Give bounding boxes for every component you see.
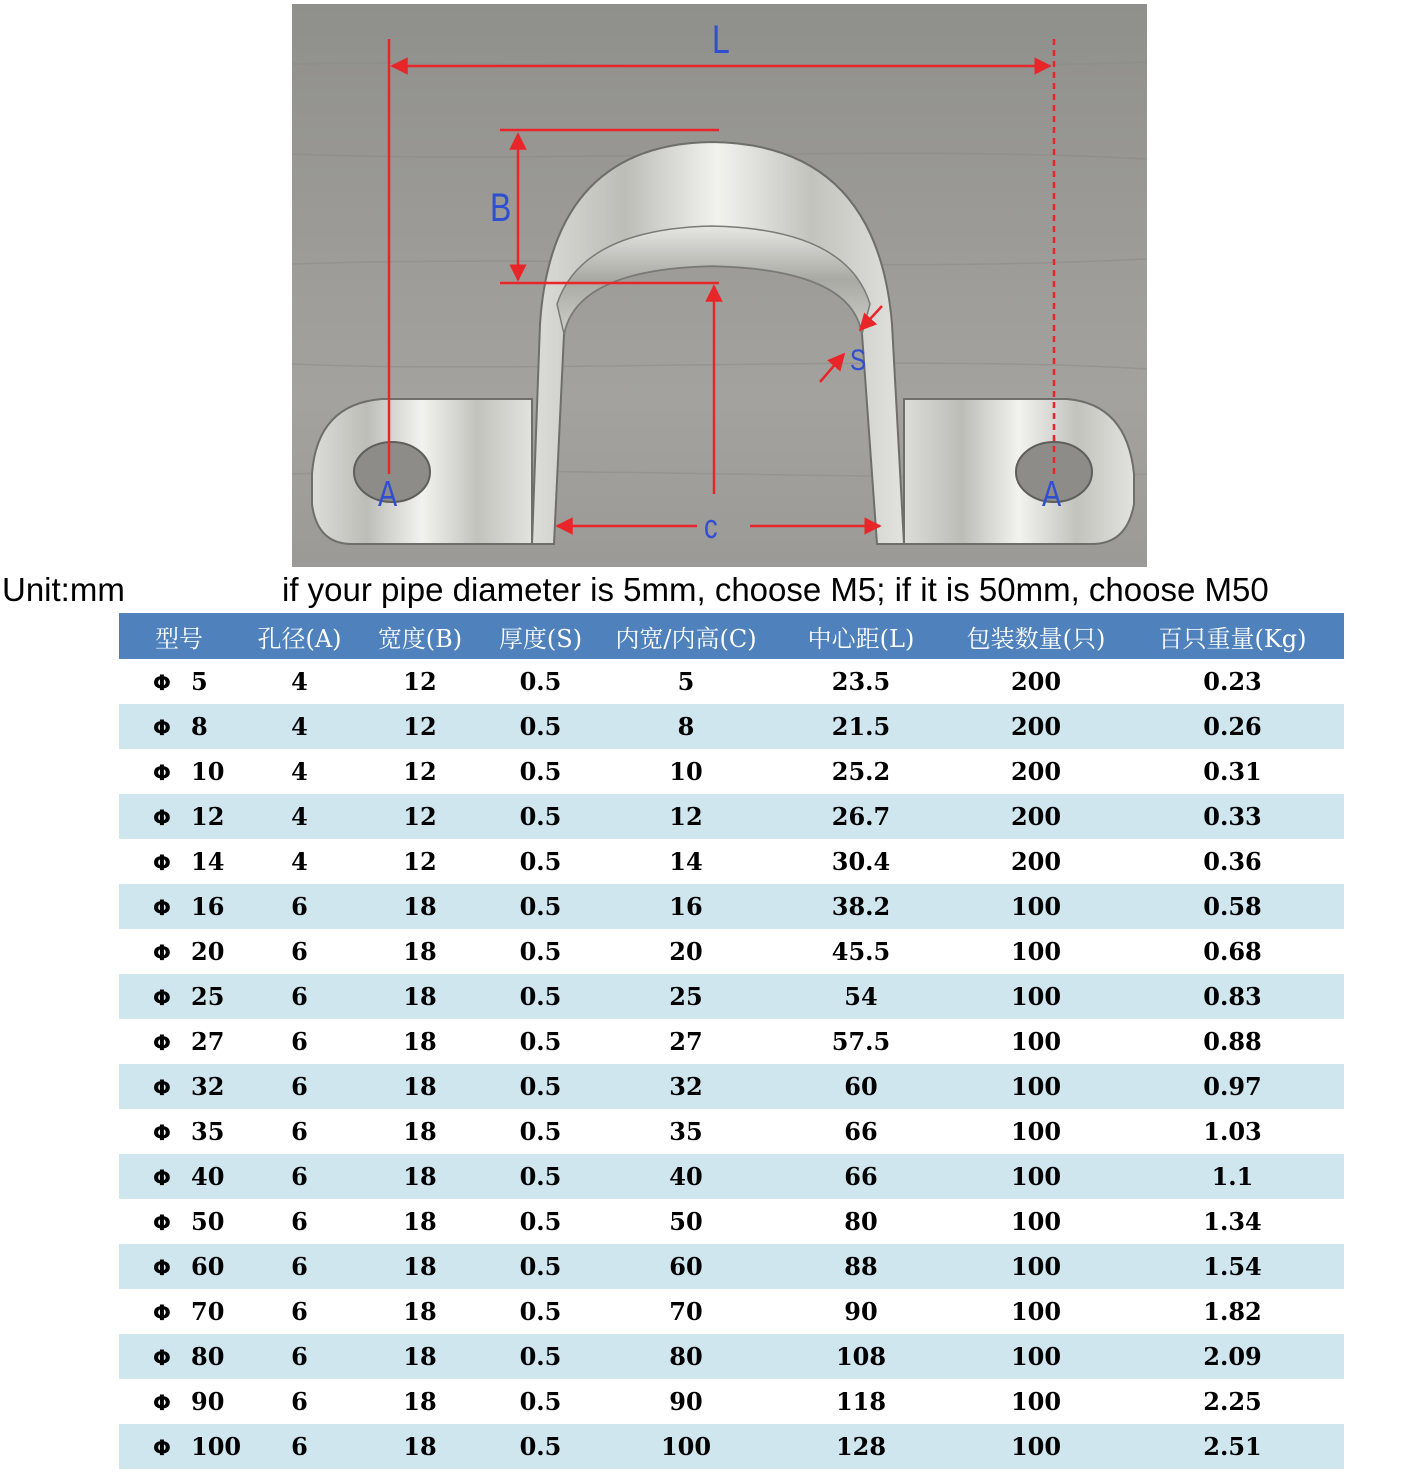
dimension-label-B: B <box>490 186 512 230</box>
cell-inner-width-height: 50 <box>601 1199 771 1244</box>
diameter-symbol: Φ <box>153 1391 171 1415</box>
cell-inner-width-height: 60 <box>601 1244 771 1289</box>
model-size: 50 <box>191 1207 225 1236</box>
cell-width: 18 <box>360 1379 480 1424</box>
cell-width: 12 <box>360 749 480 794</box>
table-row <box>119 1109 1344 1154</box>
model-size: 20 <box>191 937 225 966</box>
cell-package-quantity: 200 <box>951 704 1121 749</box>
diameter-symbol: Φ <box>153 1031 171 1055</box>
cell-inner-width-height: 10 <box>601 749 771 794</box>
cell-thickness: 0.5 <box>480 659 601 704</box>
product-photo <box>292 4 1147 567</box>
header-center-distance: 中心距(L) <box>771 613 951 659</box>
cell-package-quantity: 100 <box>951 1154 1121 1199</box>
table-row <box>119 749 1344 794</box>
cell-center-distance: 128 <box>771 1424 951 1469</box>
cell-width: 18 <box>360 884 480 929</box>
diameter-symbol: Φ <box>153 986 171 1010</box>
cell-inner-width-height: 14 <box>601 839 771 884</box>
cell-package-quantity: 100 <box>951 1064 1121 1109</box>
cell-thickness: 0.5 <box>480 1199 601 1244</box>
model-size: 10 <box>191 757 225 786</box>
cell-model <box>119 1109 239 1154</box>
table-row <box>119 929 1344 974</box>
cell-hole-diameter: 4 <box>239 704 360 749</box>
cell-width: 18 <box>360 1154 480 1199</box>
cell-hole-diameter: 6 <box>239 1379 360 1424</box>
table-row <box>119 1154 1344 1199</box>
cell-inner-width-height: 80 <box>601 1334 771 1379</box>
cell-center-distance: 108 <box>771 1334 951 1379</box>
cell-model <box>119 794 239 839</box>
diameter-symbol: Φ <box>153 806 171 830</box>
cell-hole-diameter: 6 <box>239 1289 360 1334</box>
cell-model <box>119 704 239 749</box>
cell-model <box>119 1154 239 1199</box>
cell-thickness: 0.5 <box>480 1379 601 1424</box>
dimension-label-A-left: A <box>378 473 398 514</box>
cell-package-quantity: 100 <box>951 1424 1121 1469</box>
header-inner-width-height: 内宽/内高(C) <box>601 613 771 659</box>
cell-weight-per-hundred: 0.83 <box>1121 974 1344 1019</box>
table-row <box>119 1289 1344 1334</box>
cell-package-quantity: 100 <box>951 1334 1121 1379</box>
cell-inner-width-height: 70 <box>601 1289 771 1334</box>
cell-weight-per-hundred: 0.36 <box>1121 839 1344 884</box>
cell-hole-diameter: 4 <box>239 794 360 839</box>
cell-weight-per-hundred: 0.68 <box>1121 929 1344 974</box>
header-hole-diameter: 孔径(A) <box>239 613 360 659</box>
header-package-quantity: 包装数量(只) <box>951 613 1121 659</box>
diameter-symbol: Φ <box>153 1256 171 1280</box>
model-size: 25 <box>191 982 225 1011</box>
model-size: 100 <box>191 1432 242 1461</box>
header-thickness: 厚度(S) <box>480 613 601 659</box>
dimension-label-L: L <box>712 18 730 62</box>
cell-hole-diameter: 6 <box>239 929 360 974</box>
header-model: 型号 <box>119 613 239 659</box>
cell-weight-per-hundred: 2.51 <box>1121 1424 1344 1469</box>
diameter-symbol: Φ <box>153 1076 171 1100</box>
table-row <box>119 794 1344 839</box>
table-row <box>119 1379 1344 1424</box>
cell-center-distance: 88 <box>771 1244 951 1289</box>
table-row <box>119 1244 1344 1289</box>
model-size: 27 <box>191 1027 225 1056</box>
table-row <box>119 974 1344 1019</box>
cell-thickness: 0.5 <box>480 749 601 794</box>
table-row <box>119 1334 1344 1379</box>
cell-inner-width-height: 5 <box>601 659 771 704</box>
cell-weight-per-hundred: 0.88 <box>1121 1019 1344 1064</box>
cell-center-distance: 66 <box>771 1154 951 1199</box>
cell-thickness: 0.5 <box>480 704 601 749</box>
cell-package-quantity: 100 <box>951 929 1121 974</box>
model-size: 5 <box>191 667 208 696</box>
model-size: 12 <box>191 802 225 831</box>
table-row <box>119 704 1344 749</box>
cell-package-quantity: 100 <box>951 884 1121 929</box>
pipe-clamp-drawing <box>292 4 1147 567</box>
cell-package-quantity: 100 <box>951 1379 1121 1424</box>
cell-inner-width-height: 16 <box>601 884 771 929</box>
cell-width: 18 <box>360 1064 480 1109</box>
cell-width: 18 <box>360 1199 480 1244</box>
cell-weight-per-hundred: 2.25 <box>1121 1379 1344 1424</box>
cell-model <box>119 1424 242 1469</box>
specification-table <box>119 613 1344 1469</box>
cell-model <box>119 929 239 974</box>
cell-weight-per-hundred: 1.03 <box>1121 1109 1344 1154</box>
cell-weight-per-hundred: 0.26 <box>1121 704 1344 749</box>
cell-hole-diameter: 6 <box>239 1334 360 1379</box>
cell-thickness: 0.5 <box>480 1289 601 1334</box>
model-size: 32 <box>191 1072 225 1101</box>
diameter-symbol: Φ <box>153 1346 171 1370</box>
cell-center-distance: 90 <box>771 1289 951 1334</box>
model-size: 90 <box>191 1387 225 1416</box>
cell-weight-per-hundred: 1.82 <box>1121 1289 1344 1334</box>
cell-thickness: 0.5 <box>480 1334 601 1379</box>
diameter-symbol: Φ <box>153 896 171 920</box>
cell-model <box>119 1064 239 1109</box>
cell-package-quantity: 200 <box>951 659 1121 704</box>
diameter-symbol: Φ <box>153 851 171 875</box>
cell-weight-per-hundred: 1.1 <box>1121 1154 1344 1199</box>
cell-model <box>119 1379 239 1424</box>
cell-model <box>119 1019 239 1064</box>
table-row <box>119 1064 1344 1109</box>
model-size: 80 <box>191 1342 225 1371</box>
cell-center-distance: 54 <box>771 974 951 1019</box>
cell-width: 12 <box>360 839 480 884</box>
size-selection-note: if your pipe diameter is 5mm, choose M5; if it is 50mm, choose M50 <box>282 571 1269 608</box>
table-header-row <box>119 613 1344 659</box>
cell-thickness: 0.5 <box>480 929 601 974</box>
cell-weight-per-hundred: 0.31 <box>1121 749 1344 794</box>
cell-center-distance: 66 <box>771 1109 951 1154</box>
cell-width: 18 <box>360 929 480 974</box>
table-row <box>119 884 1344 929</box>
cell-thickness: 0.5 <box>480 1019 601 1064</box>
diameter-symbol: Φ <box>153 671 171 695</box>
cell-hole-diameter: 6 <box>239 1424 360 1469</box>
cell-hole-diameter: 6 <box>239 1064 360 1109</box>
cell-hole-diameter: 6 <box>239 1199 360 1244</box>
cell-thickness: 0.5 <box>480 1109 601 1154</box>
cell-center-distance: 30.4 <box>771 839 951 884</box>
diameter-symbol: Φ <box>153 1211 171 1235</box>
dimension-label-S: S <box>850 344 867 377</box>
cell-weight-per-hundred: 1.54 <box>1121 1244 1344 1289</box>
unit-label: Unit:mm <box>2 571 125 608</box>
cell-thickness: 0.5 <box>480 884 601 929</box>
cell-weight-per-hundred: 0.33 <box>1121 794 1344 839</box>
cell-width: 12 <box>360 659 480 704</box>
header-width: 宽度(B) <box>360 613 480 659</box>
cell-center-distance: 23.5 <box>771 659 951 704</box>
table-row <box>119 1199 1344 1244</box>
table-body <box>119 659 1344 1469</box>
diameter-symbol: Φ <box>153 1301 171 1325</box>
cell-width: 18 <box>360 1109 480 1154</box>
cell-inner-width-height: 40 <box>601 1154 771 1199</box>
cell-thickness: 0.5 <box>480 1064 601 1109</box>
cell-center-distance: 21.5 <box>771 704 951 749</box>
cell-inner-width-height: 12 <box>601 794 771 839</box>
cell-model <box>119 1199 239 1244</box>
diameter-symbol: Φ <box>153 716 171 740</box>
model-size: 60 <box>191 1252 225 1281</box>
table-row <box>119 1424 1344 1469</box>
cell-hole-diameter: 6 <box>239 1154 360 1199</box>
cell-weight-per-hundred: 0.23 <box>1121 659 1344 704</box>
cell-model <box>119 1289 239 1334</box>
model-size: 8 <box>191 712 208 741</box>
cell-center-distance: 45.5 <box>771 929 951 974</box>
cell-weight-per-hundred: 0.58 <box>1121 884 1344 929</box>
cell-center-distance: 118 <box>771 1379 951 1424</box>
cell-hole-diameter: 6 <box>239 1244 360 1289</box>
cell-package-quantity: 100 <box>951 1244 1121 1289</box>
cell-thickness: 0.5 <box>480 974 601 1019</box>
cell-package-quantity: 200 <box>951 749 1121 794</box>
cell-inner-width-height: 35 <box>601 1109 771 1154</box>
diameter-symbol: Φ <box>153 761 171 785</box>
table-row <box>119 659 1344 704</box>
cell-thickness: 0.5 <box>480 839 601 884</box>
cell-hole-diameter: 6 <box>239 1019 360 1064</box>
cell-package-quantity: 100 <box>951 1199 1121 1244</box>
cell-center-distance: 26.7 <box>771 794 951 839</box>
cell-model <box>119 1244 239 1289</box>
cell-model <box>119 1334 239 1379</box>
dimension-label-A-right: A <box>1042 473 1062 514</box>
cell-hole-diameter: 6 <box>239 1109 360 1154</box>
cell-width: 18 <box>360 1244 480 1289</box>
model-size: 70 <box>191 1297 225 1326</box>
cell-thickness: 0.5 <box>480 1154 601 1199</box>
cell-model <box>119 839 239 884</box>
diameter-symbol: Φ <box>153 1121 171 1145</box>
cell-weight-per-hundred: 1.34 <box>1121 1199 1344 1244</box>
cell-package-quantity: 100 <box>951 1109 1121 1154</box>
cell-width: 12 <box>360 704 480 749</box>
cell-thickness: 0.5 <box>480 1244 601 1289</box>
model-size: 40 <box>191 1162 225 1191</box>
cell-center-distance: 60 <box>771 1064 951 1109</box>
cell-model <box>119 659 239 704</box>
cell-width: 12 <box>360 794 480 839</box>
diameter-symbol: Φ <box>153 1436 171 1460</box>
cell-center-distance: 38.2 <box>771 884 951 929</box>
cell-center-distance: 57.5 <box>771 1019 951 1064</box>
cell-inner-width-height: 32 <box>601 1064 771 1109</box>
cell-package-quantity: 200 <box>951 839 1121 884</box>
cell-hole-diameter: 6 <box>239 884 360 929</box>
cell-center-distance: 25.2 <box>771 749 951 794</box>
cell-thickness: 0.5 <box>480 1424 601 1469</box>
cell-width: 18 <box>360 1334 480 1379</box>
diameter-symbol: Φ <box>153 941 171 965</box>
cell-width: 18 <box>360 974 480 1019</box>
cell-model <box>119 749 239 794</box>
cell-model <box>119 884 239 929</box>
cell-package-quantity: 100 <box>951 1019 1121 1064</box>
cell-center-distance: 80 <box>771 1199 951 1244</box>
table-row <box>119 839 1344 884</box>
cell-thickness: 0.5 <box>480 794 601 839</box>
cell-weight-per-hundred: 2.09 <box>1121 1334 1344 1379</box>
cell-package-quantity: 100 <box>951 974 1121 1019</box>
cell-inner-width-height: 90 <box>601 1379 771 1424</box>
table-row <box>119 1019 1344 1064</box>
cell-package-quantity: 100 <box>951 1289 1121 1334</box>
diameter-symbol: Φ <box>153 1166 171 1190</box>
model-size: 14 <box>191 847 225 876</box>
cell-width: 18 <box>360 1424 480 1469</box>
cell-model <box>119 974 239 1019</box>
model-size: 35 <box>191 1117 225 1146</box>
cell-inner-width-height: 20 <box>601 929 771 974</box>
cell-inner-width-height: 25 <box>601 974 771 1019</box>
header-weight-per-hundred: 百只重量(Kg) <box>1121 613 1344 659</box>
cell-inner-width-height: 100 <box>601 1424 771 1469</box>
cell-inner-width-height: 27 <box>601 1019 771 1064</box>
cell-inner-width-height: 8 <box>601 704 771 749</box>
cell-width: 18 <box>360 1289 480 1334</box>
dimension-label-C: c <box>704 508 718 546</box>
cell-hole-diameter: 4 <box>239 659 360 704</box>
cell-weight-per-hundred: 0.97 <box>1121 1064 1344 1109</box>
cell-width: 18 <box>360 1019 480 1064</box>
model-size: 16 <box>191 892 225 921</box>
cell-package-quantity: 200 <box>951 794 1121 839</box>
cell-hole-diameter: 4 <box>239 839 360 884</box>
cell-hole-diameter: 4 <box>239 749 360 794</box>
cell-hole-diameter: 6 <box>239 974 360 1019</box>
